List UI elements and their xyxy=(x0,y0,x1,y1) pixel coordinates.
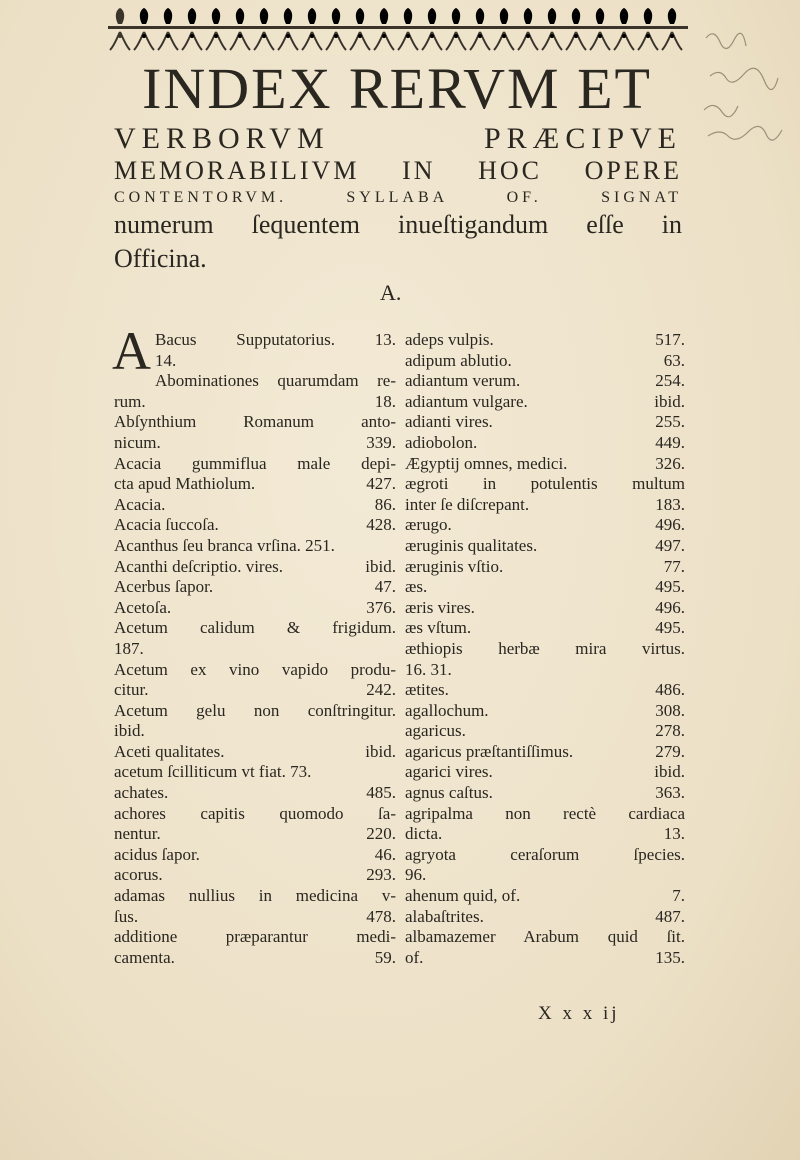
entry-text-line: agallochum. xyxy=(405,700,489,720)
index-entry xyxy=(405,330,685,351)
entry-text-line: 187. xyxy=(114,638,144,658)
entry-page-number: 496. xyxy=(655,597,685,617)
entry-text-line: ægroti in potulentis multum xyxy=(405,474,685,494)
entry-text-line: acetum ſcilliticum vt fiat. 73. xyxy=(114,762,312,782)
entry-text-line: citur. xyxy=(114,680,149,700)
entry-page-number: 308. xyxy=(655,700,685,720)
title-line-5: numerum ſequentem inueſtigandum eſſe in xyxy=(114,210,682,239)
entry-text-line: Ægyptij omnes, medici. xyxy=(405,453,568,473)
entry-text-line: Acetum ex vino vapido produ- xyxy=(114,659,396,679)
entry-text-line: albamazemer Arabum quid ſit. xyxy=(405,927,685,947)
index-entry xyxy=(405,639,685,680)
entry-page-number: 326. xyxy=(655,453,685,473)
entry-text-line: additione præparantur medi- xyxy=(114,927,396,947)
index-entry xyxy=(114,454,396,495)
index-column-right xyxy=(405,330,685,968)
index-entry xyxy=(114,515,396,536)
entry-text-line: acorus. xyxy=(114,865,163,885)
entry-page-number: 279. xyxy=(655,741,685,761)
entry-text-line: adamas nullius in medicina v- xyxy=(114,886,396,906)
entry-page-number: 449. xyxy=(655,432,685,452)
entry-page-number: 13. xyxy=(663,824,685,844)
index-entry xyxy=(405,907,685,928)
entry-page-number: 183. xyxy=(655,494,685,514)
entry-page-number: 18. xyxy=(374,391,396,411)
entry-text-line: cta apud Mathiolum. xyxy=(114,474,256,494)
entry-text-line: Acanthi deſcriptio. vires. xyxy=(114,556,284,576)
fleuron-border-ornament xyxy=(108,6,688,56)
entry-text-line: adiobolon. xyxy=(405,432,478,452)
entry-text-line: Acacia gummiflua male depi- xyxy=(114,453,396,473)
index-entry xyxy=(405,927,685,968)
index-entry xyxy=(405,515,685,536)
index-entry xyxy=(405,474,685,515)
entry-page-number: 63. xyxy=(663,350,685,370)
index-entry xyxy=(114,701,396,742)
entry-text-line: agnus caſtus. xyxy=(405,783,493,803)
entry-text-line: æruginis qualitates. xyxy=(405,535,538,555)
entry-page-number: ibid. xyxy=(654,391,685,411)
entry-text-line: acidus ſapor. xyxy=(114,844,200,864)
entry-text-line: ærugo. xyxy=(405,515,452,535)
index-entry xyxy=(405,577,685,598)
entry-text-line: Bacus Supputatorius. 13. xyxy=(155,330,396,349)
entry-text-line: adipum ablutio. xyxy=(405,350,512,370)
index-title: INDEX RERVM ET xyxy=(142,56,652,121)
entry-text-line: inter ſe diſcrepant. xyxy=(405,494,530,514)
entry-text-line: nicum. xyxy=(114,432,161,452)
entry-page-number: 77. xyxy=(663,556,685,576)
index-entry xyxy=(114,577,396,598)
entry-text-line: Acetoſa. xyxy=(114,597,172,617)
index-entry xyxy=(405,598,685,619)
entry-text-line: Acacia. xyxy=(114,494,166,514)
entry-text-line: adeps vulpis. xyxy=(405,330,494,349)
entry-page-number: 376. xyxy=(366,597,396,617)
title-line-4: CONTENTORVM. SYLLABA OF. SIGNAT xyxy=(114,189,682,206)
entry-text-line: æris vires. xyxy=(405,597,475,617)
entry-page-number: 478. xyxy=(366,906,396,926)
entry-page-number: 486. xyxy=(655,680,685,700)
entry-page-number: 86. xyxy=(374,494,396,514)
index-entry xyxy=(114,845,396,866)
index-entry xyxy=(405,783,685,804)
entry-text-line: adianti vires. xyxy=(405,412,493,432)
index-entry xyxy=(405,433,685,454)
index-entry xyxy=(114,742,396,763)
drop-cap-letter: A xyxy=(112,321,151,381)
entry-text-line: of. xyxy=(405,947,424,967)
entry-page-number: 495. xyxy=(655,618,685,638)
entry-text-line: agaricus. xyxy=(405,721,466,741)
entry-page-number: 254. xyxy=(655,371,685,391)
entry-page-number: 135. xyxy=(655,947,685,967)
index-entry xyxy=(405,804,685,845)
index-entry xyxy=(114,762,396,783)
entry-text-line: æs vſtum. xyxy=(405,618,472,638)
entry-page-number: 46. xyxy=(374,844,396,864)
entry-text-line: achores capitis quomodo ſa- xyxy=(114,803,396,823)
index-entry xyxy=(405,412,685,433)
entry-text-line: agarici vires. xyxy=(405,762,493,782)
entry-page-number: 495. xyxy=(655,577,685,597)
index-entry xyxy=(405,618,685,639)
index-entry xyxy=(405,701,685,722)
entry-text-line: Acanthus ſeu branca vrſina. 251. xyxy=(114,535,335,555)
entry-text-line: Abominationes quarumdam re- xyxy=(155,371,396,391)
entry-text-line: Acacia ſuccoſa. xyxy=(114,515,219,535)
entry-page-number: 7. xyxy=(672,886,685,906)
index-entry xyxy=(114,371,396,412)
title-line-6: Officina. xyxy=(114,244,207,273)
entry-page-number: 497. xyxy=(655,535,685,555)
index-entry xyxy=(114,783,396,804)
entry-page-number: 428. xyxy=(366,515,396,535)
entry-page-number: ibid. xyxy=(365,741,396,761)
index-entry xyxy=(405,721,685,742)
entry-page-number: 496. xyxy=(655,515,685,535)
entry-page-number: 487. xyxy=(655,906,685,926)
entry-page-number: 339. xyxy=(366,432,396,452)
entry-page-number: 242. xyxy=(366,680,396,700)
index-entry xyxy=(405,392,685,413)
entry-page-number: ibid. xyxy=(365,556,396,576)
index-entry xyxy=(405,351,685,372)
entry-text-line: agryota ceraſorum ſpecies. xyxy=(405,844,685,864)
entry-page-number: 363. xyxy=(655,783,685,803)
entry-page-number: 293. xyxy=(366,865,396,885)
index-entry xyxy=(405,742,685,763)
index-entry xyxy=(114,618,396,659)
index-entry xyxy=(405,536,685,557)
signature-mark: X x x ij xyxy=(538,1003,620,1024)
entry-page-number: 427. xyxy=(366,474,396,494)
entry-text-line: ahenum quid, of. xyxy=(405,886,521,906)
entry-page-number: 220. xyxy=(366,824,396,844)
entry-text-line: Aceti qualitates. xyxy=(114,741,225,761)
entry-text-line: agaricus præſtantiſſimus. xyxy=(405,741,574,761)
entry-text-line: ibid. xyxy=(114,721,145,741)
index-entry xyxy=(114,865,396,886)
index-entry xyxy=(405,886,685,907)
entry-text-line: alabaſtrites. xyxy=(405,906,484,926)
entry-page-number: ibid. xyxy=(654,762,685,782)
index-entry xyxy=(114,804,396,845)
entry-text-line: achates. xyxy=(114,783,169,803)
index-entry xyxy=(114,660,396,701)
index-entry xyxy=(405,557,685,578)
entry-text-line: adiantum verum. xyxy=(405,371,521,391)
entry-page-number: 59. xyxy=(374,947,396,967)
section-letter: A. xyxy=(380,280,402,305)
index-entry xyxy=(114,536,396,557)
index-entry xyxy=(114,886,396,927)
index-column-left xyxy=(112,321,396,968)
index-entry xyxy=(405,762,685,783)
entry-text-line: camenta. xyxy=(114,947,175,967)
entry-text-line: æruginis vſtio. xyxy=(405,556,504,576)
entry-text-line: agripalma non rectè cardiaca xyxy=(405,803,685,823)
entry-text-line: adiantum vulgare. xyxy=(405,391,528,411)
title-line-3: MEMORABILIVM IN HOC OPERE xyxy=(114,156,682,185)
entry-text-line: æthiopis herbæ mira virtus. xyxy=(405,638,685,658)
index-entry xyxy=(114,495,396,516)
index-entry xyxy=(114,412,396,453)
entry-text-line: 16. 31. xyxy=(405,659,452,679)
entry-page-number: 485. xyxy=(366,783,396,803)
title-line-2: VERBORVM PRÆCIPVE xyxy=(114,122,682,155)
index-entry xyxy=(405,454,685,475)
entry-text-line: Acetum gelu non conſtringitur. xyxy=(114,700,396,720)
entry-text-line: dicta. xyxy=(405,824,443,844)
entry-text-line: 14. xyxy=(155,350,177,370)
entry-text-line: ſus. xyxy=(114,906,139,926)
index-entry xyxy=(114,927,396,968)
entry-text-line: Acerbus ſapor. xyxy=(114,577,214,597)
entry-text-line: 96. xyxy=(405,865,427,885)
index-entry xyxy=(405,845,685,886)
entry-text-line: rum. xyxy=(114,391,146,411)
entry-page-number: 47. xyxy=(374,577,396,597)
index-entry xyxy=(405,680,685,701)
entry-text-line: æs. xyxy=(405,577,428,597)
entry-text-line: Abſynthium Romanum anto- xyxy=(114,412,396,432)
entry-page-number: 278. xyxy=(655,721,685,741)
entry-text-line: Acetum calidum & frigidum. xyxy=(114,618,396,638)
index-entry xyxy=(405,371,685,392)
handwritten-margin-note xyxy=(700,18,795,148)
entry-text-line: nentur. xyxy=(114,824,161,844)
index-entry xyxy=(114,598,396,619)
index-entry xyxy=(114,557,396,578)
entry-page-number: 255. xyxy=(655,412,685,432)
entry-text-line: ætites. xyxy=(405,680,449,700)
entry-page-number: 517. xyxy=(655,330,685,349)
